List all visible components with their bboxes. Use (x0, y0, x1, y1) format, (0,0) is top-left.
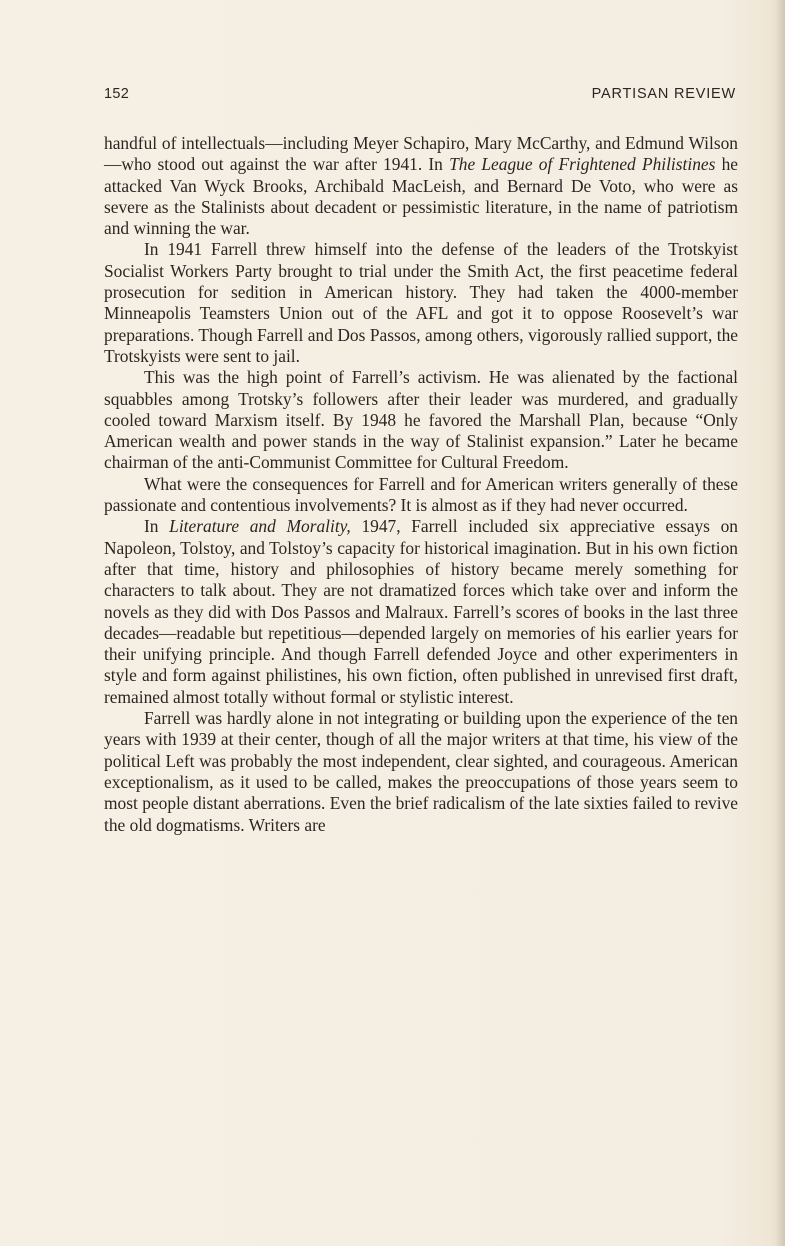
page-number: 152 (104, 86, 130, 102)
paragraph-text: In 1941 Farrell threw himself into the defense of the leaders of the Trotskyist Socialist Workers Party brought to trial under the Smith Act, the first peacetime federal prosecution for sedition in American history. They had taken the 4000-member Minneapolis Teamsters Union out of the AFL and got it to oppose Roosevelt’s war preparations. Though Farrell and Dos Passos, among others, vigorously rallied support, the Trotskyists were sent to jail. (104, 239, 738, 366)
italic-title: The League of Frightened Philistines (449, 154, 716, 175)
paragraph-text: What were the consequences for Farrell and for American writers generally of these passionate and contentious involvements? It is almost as if they had never occurred. (104, 473, 738, 516)
paragraph-text: he attacked Van Wyck Brooks, Archibald MacLeish, and Bernard De Voto, who were as severe as the Stalinists about decadent or pessimistic literature, in the name of patriotism and winning the war. (104, 154, 739, 239)
page-spine-shadow (775, 0, 785, 1246)
paragraph-text: handful of intellectuals—including Meyer Schapiro, Mary McCarthy, and Edmund Wilson—who stood out against the war after 1941. In (104, 133, 738, 175)
paragraph-text: This was the high point of Farrell’s activism. He was alienated by the factional squabbles among Trotsky’s followers after their leader was murdered, and gradually cooled toward Marxism itself. By 1948 he favored the Marshall Plan, because “Only American wealth and power stands in the way of Stalinist expansion.” Later he became chairman of the anti-Communist Committee for Cultural Freedom. (104, 367, 738, 473)
paragraph (104, 133, 738, 239)
paragraph (104, 708, 738, 836)
paragraph-text: In (144, 516, 170, 537)
journal-title: PARTISAN REVIEW (591, 86, 736, 102)
paragraph (104, 239, 738, 367)
paragraph-text: 1947, Farrell included six appreciative essays on Napoleon, Tolstoy, and Tolstoy’s capacity for historical imagination. But in his own fiction after that time, history and philosophies of history became merely something for characters to talk about. They are not dramatized forces which take over and inform the novels as they did with Dos Passos and Malraux. Farrell’s scores of books in the last three decades—readable but repetitious—depended largely on memories of his earlier years for their unifying principle. And though Farrell defended Joyce and other experimenters in style and form against philistines, his own fiction, often published in unrevised first draft, remained almost totally without formal or stylistic interest. (104, 516, 738, 707)
paragraph (104, 474, 738, 517)
running-head (104, 86, 736, 108)
italic-title: Literature and Morality, (169, 516, 351, 537)
paragraph (104, 516, 738, 708)
paragraph (104, 367, 738, 473)
body-text (104, 133, 738, 836)
paragraph-text: Farrell was hardly alone in not integrating or building upon the experience of the ten years with 1939 at their center, though of all the major writers at that time, his view of the political Left was probably the most independent, clear sighted, and courageous. American exceptionalism, as it used to be called, makes the preoccupations of those years seem to most people distant aberrations. Even the brief radicalism of the late sixties failed to revive the old dogmatisms. Writers are (104, 708, 738, 835)
